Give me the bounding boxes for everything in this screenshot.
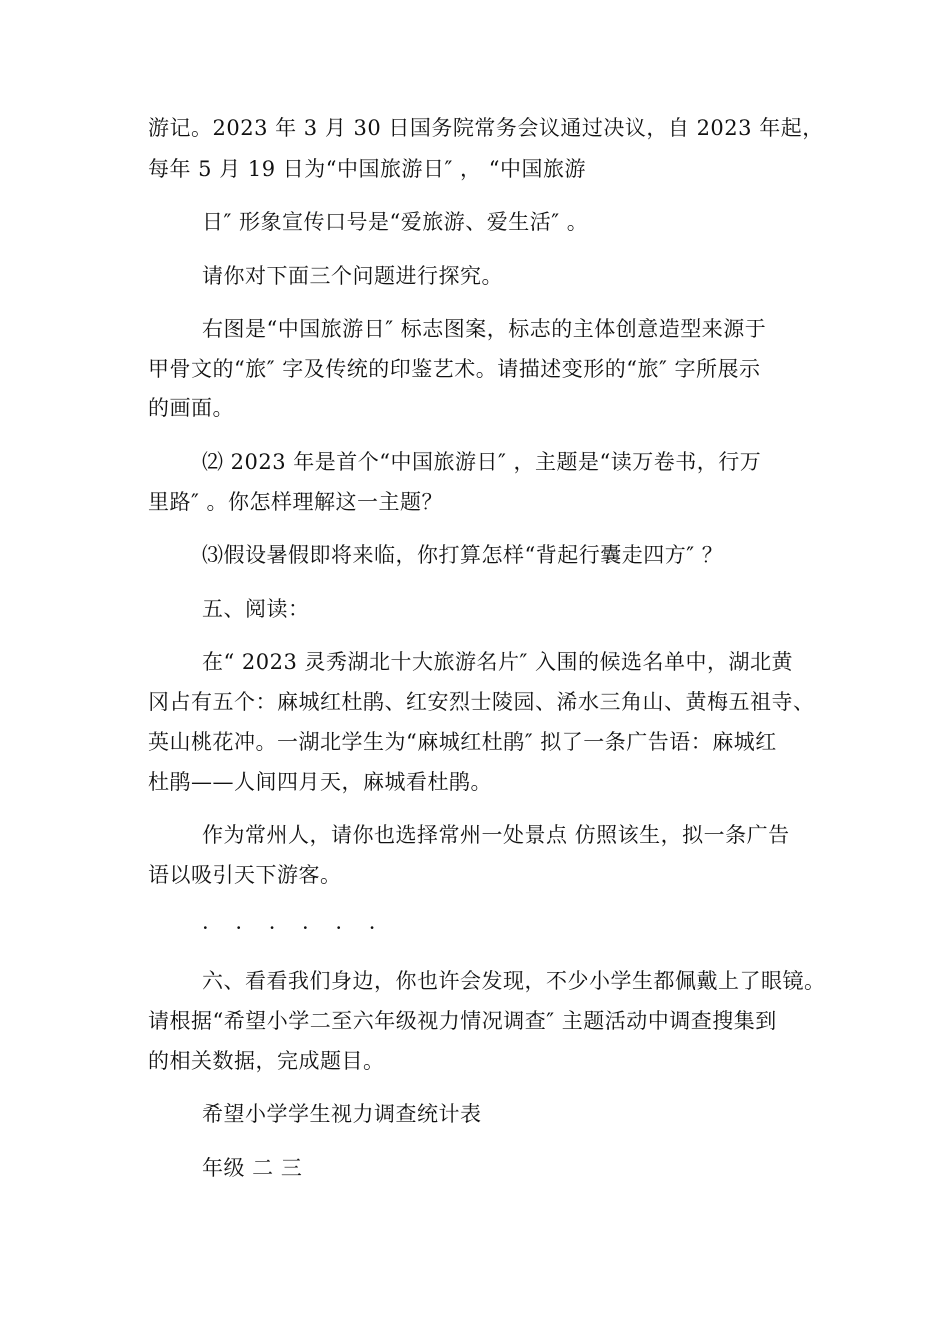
text-line: 语以吸引天下游客。	[148, 863, 342, 887]
text-line: 请根据“希望小学二至六年级视力情况调查″ 主题活动中调查搜集到	[148, 1009, 777, 1033]
text-line: 英山桃花冲。一湖北学生为“麻城红杜鹃″ 拟了一条广告语：麻城红	[148, 730, 777, 754]
text-line: 请你对下面三个问题进行探究。	[202, 264, 503, 288]
text-line: 右图是“中国旅游日″ 标志图案，标志的主体创意造型来源于	[202, 317, 767, 341]
text-line: 日″ 形象宣传口号是“爱旅游、爱生活″ 。	[202, 210, 589, 234]
section-heading: 六、看看我们身边，你也许会发现，不少小学生都佩戴上了眼镜。	[202, 969, 826, 993]
table-title: 希望小学学生视力调查统计表	[202, 1102, 482, 1126]
text-line: 的画面。	[148, 396, 234, 420]
text-line: 在“ 2023 灵秀湖北十大旅游名片″ 入围的候选名单中，湖北黄	[202, 650, 794, 674]
text-line: 杜鹃——人间四月天，麻城看杜鹃。	[148, 770, 492, 794]
section-heading: 五、阅读：	[202, 597, 310, 621]
table-header-row: 年级 二 三	[202, 1156, 303, 1180]
text-line: ⑵ 2023 年是首个“中国旅游日″ ，主题是“读万卷书，行万	[202, 450, 762, 474]
text-line: 里路″ 。你怎样理解这一主题？	[148, 490, 444, 514]
ellipsis-dots: · · · · · ·	[202, 916, 386, 940]
text-line: 游记。2023 年 3 月 30 日国务院常务会议通过决议，自 2023 年起，	[148, 116, 824, 140]
text-line: ⑶假设暑假即将来临，你打算怎样“背起行囊走四方″ ？	[202, 543, 724, 567]
text-line: 甲骨文的“旅″ 字及传统的印鉴艺术。请描述变形的“旅″ 字所展示	[148, 357, 761, 381]
text-line: 作为常州人，请你也选择常州一处景点 仿照该生，拟一条广告	[202, 823, 790, 847]
text-line: 冈占有五个：麻城红杜鹃、红安烈士陵园、浠水三角山、黄梅五祖寺、	[148, 690, 815, 714]
text-line: 每年 5 月 19 日为“中国旅游日″ ， “中国旅游	[148, 157, 586, 181]
text-line: 的相关数据，完成题目。	[148, 1049, 385, 1073]
